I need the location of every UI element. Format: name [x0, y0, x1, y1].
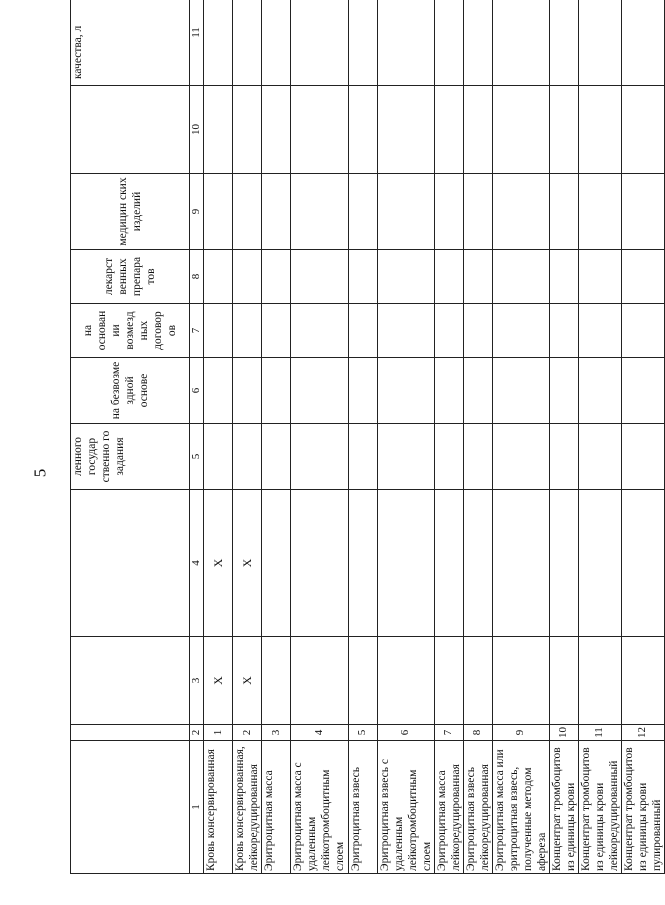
- col3-cell: [621, 637, 664, 725]
- empty-cell: [621, 174, 664, 250]
- table-row: [578, 0, 621, 874]
- col3-cell: [348, 637, 377, 725]
- col3-cell: [578, 637, 621, 725]
- col4-cell: [348, 490, 377, 637]
- col4-cell: [434, 490, 463, 637]
- col3-cell: [549, 637, 578, 725]
- row-number-cell: 7: [434, 725, 463, 741]
- empty-cell: [492, 424, 549, 490]
- empty-cell: [204, 86, 233, 174]
- empty-cell: [291, 250, 348, 304]
- header-cell-3: [71, 637, 190, 725]
- column-number: 7: [190, 304, 204, 358]
- header-state-task: [71, 424, 190, 490]
- col4-cell: X: [204, 490, 233, 637]
- column-number: 11: [190, 0, 204, 86]
- product-name-cell: Эритроцитная масса лейкоредуцированная: [434, 741, 463, 874]
- empty-cell: [204, 0, 233, 86]
- empty-cell: [262, 358, 291, 424]
- empty-cell: [549, 0, 578, 86]
- row-number-cell: 11: [578, 725, 621, 741]
- empty-cell: [463, 358, 492, 424]
- empty-cell: [578, 424, 621, 490]
- column-number: 4: [190, 490, 204, 637]
- empty-cell: [204, 304, 233, 358]
- row-number-cell: 9: [492, 725, 549, 741]
- col3-cell: X: [233, 637, 262, 725]
- header-free: [71, 358, 190, 424]
- blood-components-table: [70, 0, 665, 874]
- empty-cell: [549, 358, 578, 424]
- product-name-cell: Концентрат тромбоцитов из единицы крови пулированный: [621, 741, 664, 874]
- header-drugs: [71, 250, 190, 304]
- table-row: [262, 0, 291, 874]
- empty-cell: [463, 86, 492, 174]
- empty-cell: [492, 0, 549, 86]
- header-cell-1: [71, 741, 190, 874]
- empty-cell: [291, 358, 348, 424]
- table-row: [492, 0, 549, 874]
- col3-cell: [291, 637, 348, 725]
- empty-cell: [204, 424, 233, 490]
- empty-cell: [348, 174, 377, 250]
- column-number: 6: [190, 358, 204, 424]
- empty-cell: [262, 0, 291, 86]
- empty-cell: [578, 0, 621, 86]
- empty-cell: [578, 250, 621, 304]
- table-row: [463, 0, 492, 874]
- product-name-cell: Эритроцитная взвесь с удаленным лейкотромбоцитным слоем: [377, 741, 434, 874]
- empty-cell: [204, 250, 233, 304]
- column-number: 9: [190, 174, 204, 250]
- row-number-cell: 1: [204, 725, 233, 741]
- product-name-cell: Эритроцитная масса: [262, 741, 291, 874]
- empty-cell: [434, 250, 463, 304]
- empty-cell: [578, 86, 621, 174]
- empty-cell: [233, 424, 262, 490]
- col4-cell: [549, 490, 578, 637]
- row-number-cell: 8: [463, 725, 492, 741]
- empty-cell: [578, 358, 621, 424]
- row-number-cell: 5: [348, 725, 377, 741]
- header-row: [71, 0, 190, 874]
- empty-cell: [621, 358, 664, 424]
- row-number-cell: 4: [291, 725, 348, 741]
- table-row: [549, 0, 578, 874]
- header-free-text: на безвозме здной основе: [109, 361, 150, 420]
- empty-cell: [549, 174, 578, 250]
- table-row: [621, 0, 664, 874]
- empty-cell: [348, 304, 377, 358]
- col3-cell: [262, 637, 291, 725]
- product-name-cell: Эритроцитная взвесь лейкоредуцированная: [463, 741, 492, 874]
- empty-cell: [233, 304, 262, 358]
- column-number: 2: [190, 725, 204, 741]
- empty-cell: [463, 0, 492, 86]
- col3-cell: [377, 637, 434, 725]
- column-number: 10: [190, 86, 204, 174]
- empty-cell: [233, 250, 262, 304]
- empty-cell: [492, 358, 549, 424]
- empty-cell: [463, 424, 492, 490]
- empty-cell: [204, 174, 233, 250]
- product-name-cell: Эритроцитная масса с удаленным лейкотромбоцитным слоем: [291, 741, 348, 874]
- column-number: 1: [190, 741, 204, 874]
- empty-cell: [262, 86, 291, 174]
- empty-cell: [291, 424, 348, 490]
- row-number-cell: 2: [233, 725, 262, 741]
- header-contract: [71, 304, 190, 358]
- empty-cell: [262, 250, 291, 304]
- col4-cell: [262, 490, 291, 637]
- col4-cell: [377, 490, 434, 637]
- empty-cell: [348, 250, 377, 304]
- product-name-cell: Эритроцитная масса или эритроцитная взвесь, полученные методом афереза: [492, 741, 549, 874]
- empty-cell: [262, 174, 291, 250]
- col4-cell: [492, 490, 549, 637]
- empty-cell: [549, 86, 578, 174]
- empty-cell: [291, 0, 348, 86]
- product-name-cell: Эритроцитная взвесь: [348, 741, 377, 874]
- empty-cell: [492, 174, 549, 250]
- row-number-cell: 3: [262, 725, 291, 741]
- column-number-row: [190, 0, 204, 874]
- table-row: [377, 0, 434, 874]
- header-cell-10: [71, 86, 190, 174]
- empty-cell: [578, 174, 621, 250]
- empty-cell: [492, 250, 549, 304]
- empty-cell: [377, 86, 434, 174]
- row-number-cell: 10: [549, 725, 578, 741]
- table-row: [204, 0, 233, 874]
- empty-cell: [434, 86, 463, 174]
- col3-cell: [492, 637, 549, 725]
- empty-cell: [492, 86, 549, 174]
- column-number: 8: [190, 250, 204, 304]
- empty-cell: [377, 174, 434, 250]
- header-quality: [71, 0, 190, 86]
- empty-cell: [434, 304, 463, 358]
- page-number: [25, 458, 55, 488]
- header-state-task-text: ленного государ ственно го задания: [72, 430, 127, 483]
- empty-cell: [348, 86, 377, 174]
- empty-cell: [621, 0, 664, 86]
- empty-cell: [621, 304, 664, 358]
- product-name-cell: Кровь консервированная, лейкоредуцированная: [233, 741, 262, 874]
- col4-cell: X: [233, 490, 262, 637]
- empty-cell: [233, 86, 262, 174]
- empty-cell: [377, 358, 434, 424]
- product-name-cell: Кровь консервированная: [204, 741, 233, 874]
- header-drugs-text: лекарст венных препара тов: [102, 256, 158, 297]
- empty-cell: [621, 86, 664, 174]
- empty-cell: [434, 358, 463, 424]
- table-row: [291, 0, 348, 874]
- empty-cell: [549, 304, 578, 358]
- row-number-cell: 6: [377, 725, 434, 741]
- empty-cell: [434, 174, 463, 250]
- empty-cell: [262, 304, 291, 358]
- empty-cell: [463, 250, 492, 304]
- row-number-cell: 12: [621, 725, 664, 741]
- empty-cell: [621, 424, 664, 490]
- empty-cell: [348, 424, 377, 490]
- header-quality-text: качества, л: [72, 25, 84, 79]
- empty-cell: [434, 424, 463, 490]
- header-cell-4: [71, 490, 190, 637]
- empty-cell: [233, 358, 262, 424]
- rotated-table-wrapper: [70, 25, 663, 874]
- header-devices: [71, 174, 190, 250]
- table-row: [348, 0, 377, 874]
- empty-cell: [377, 250, 434, 304]
- empty-cell: [434, 0, 463, 86]
- col4-cell: [578, 490, 621, 637]
- product-name-cell: Концентрат тромбоцитов из единицы крови лейкоредуцированный: [578, 741, 621, 874]
- col3-cell: [434, 637, 463, 725]
- empty-cell: [291, 86, 348, 174]
- empty-cell: [549, 424, 578, 490]
- table-row: [434, 0, 463, 874]
- empty-cell: [492, 304, 549, 358]
- col3-cell: X: [204, 637, 233, 725]
- col4-cell: [291, 490, 348, 637]
- col4-cell: [463, 490, 492, 637]
- header-cell-2: [71, 725, 190, 741]
- empty-cell: [262, 424, 291, 490]
- empty-cell: [291, 304, 348, 358]
- empty-cell: [291, 174, 348, 250]
- empty-cell: [233, 174, 262, 250]
- empty-cell: [578, 304, 621, 358]
- empty-cell: [377, 304, 434, 358]
- col3-cell: [463, 637, 492, 725]
- empty-cell: [204, 358, 233, 424]
- column-number: 3: [190, 637, 204, 725]
- empty-cell: [377, 424, 434, 490]
- empty-cell: [348, 358, 377, 424]
- empty-cell: [463, 174, 492, 250]
- product-name-cell: Концентрат тромбоцитов из единицы крови: [549, 741, 578, 874]
- page-number-text: 5: [30, 468, 49, 478]
- col4-cell: [621, 490, 664, 637]
- column-number: 5: [190, 424, 204, 490]
- header-devices-text: медицин ских изделий: [116, 177, 143, 246]
- empty-cell: [348, 0, 377, 86]
- header-contract-text: на основан ии возмезд ных договор ов: [81, 310, 179, 351]
- empty-cell: [463, 304, 492, 358]
- table-row: [233, 0, 262, 874]
- empty-cell: [233, 0, 262, 86]
- document-sheet: [70, 25, 663, 874]
- empty-cell: [549, 250, 578, 304]
- empty-cell: [377, 0, 434, 86]
- empty-cell: [621, 250, 664, 304]
